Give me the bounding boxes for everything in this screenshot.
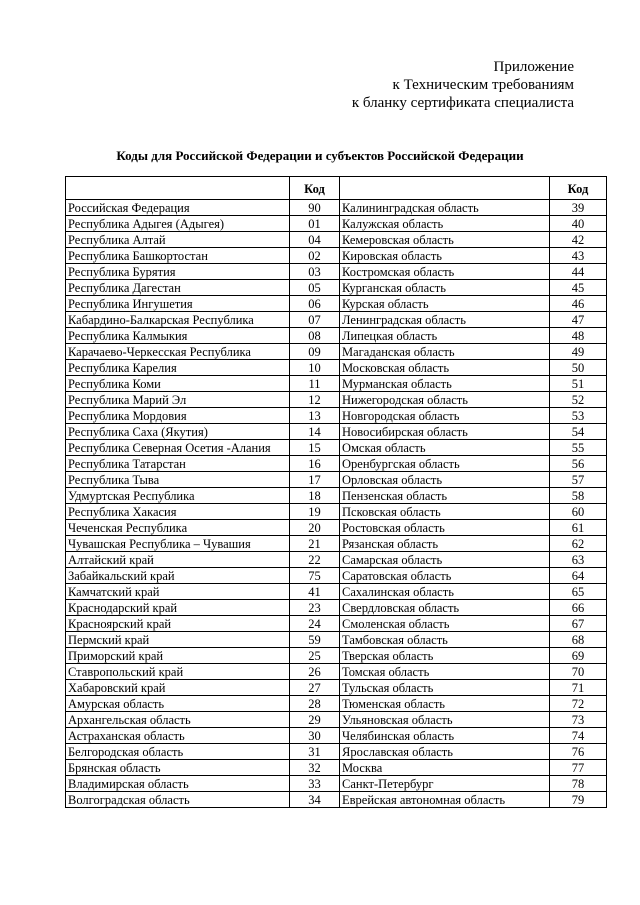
subject-name-left: Российская Федерация xyxy=(66,200,290,216)
table-row xyxy=(66,408,607,424)
subject-name-left: Астраханская область xyxy=(66,728,290,744)
subject-name-left: Чувашская Республика – Чувашия xyxy=(66,536,290,552)
subject-name-left: Республика Алтай xyxy=(66,232,290,248)
subject-code-right: 76 xyxy=(550,744,607,760)
subject-code-left: 15 xyxy=(290,440,340,456)
subject-code-right: 60 xyxy=(550,504,607,520)
subject-name-right: Калужская область xyxy=(340,216,550,232)
subject-code-right: 65 xyxy=(550,584,607,600)
subject-name-left: Ставропольский край xyxy=(66,664,290,680)
subject-code-right: 45 xyxy=(550,280,607,296)
header-code-right: Код xyxy=(550,177,607,200)
subject-name-right: Пензенская область xyxy=(340,488,550,504)
subject-name-right: Липецкая область xyxy=(340,328,550,344)
subject-code-right: 61 xyxy=(550,520,607,536)
subject-code-left: 17 xyxy=(290,472,340,488)
subject-name-left: Республика Башкортостан xyxy=(66,248,290,264)
table-row xyxy=(66,264,607,280)
header-name-left xyxy=(66,177,290,200)
subject-name-right: Новгородская область xyxy=(340,408,550,424)
table-row xyxy=(66,376,607,392)
subject-name-right: Оренбургская область xyxy=(340,456,550,472)
subject-code-right: 68 xyxy=(550,632,607,648)
subject-name-left: Республика Марий Эл xyxy=(66,392,290,408)
table-row xyxy=(66,248,607,264)
subject-name-right: Омская область xyxy=(340,440,550,456)
table-row xyxy=(66,616,607,632)
subject-code-right: 51 xyxy=(550,376,607,392)
table-row xyxy=(66,216,607,232)
document-title: Коды для Российской Федерации и субъектов Российской Федерации xyxy=(116,148,524,163)
subject-code-left: 11 xyxy=(290,376,340,392)
subject-name-left: Пермский край xyxy=(66,632,290,648)
subject-name-right: Тульская область xyxy=(340,680,550,696)
subject-code-right: 72 xyxy=(550,696,607,712)
subject-code-left: 22 xyxy=(290,552,340,568)
table-row xyxy=(66,472,607,488)
table-row xyxy=(66,552,607,568)
subject-code-left: 75 xyxy=(290,568,340,584)
subject-name-right: Курганская область xyxy=(340,280,550,296)
subject-name-right: Москва xyxy=(340,760,550,776)
subject-name-right: Санкт-Петербург xyxy=(340,776,550,792)
subject-name-left: Республика Татарстан xyxy=(66,456,290,472)
appendix-header xyxy=(352,58,574,112)
subject-name-left: Республика Калмыкия xyxy=(66,328,290,344)
subject-name-right: Сахалинская область xyxy=(340,584,550,600)
subject-code-right: 57 xyxy=(550,472,607,488)
subject-code-left: 06 xyxy=(290,296,340,312)
subject-code-left: 23 xyxy=(290,600,340,616)
subject-name-right: Тюменская область xyxy=(340,696,550,712)
subject-name-right: Свердловская область xyxy=(340,600,550,616)
subject-name-left: Удмуртская Республика xyxy=(66,488,290,504)
table-row xyxy=(66,760,607,776)
table-row xyxy=(66,312,607,328)
subject-name-right: Еврейская автономная область xyxy=(340,792,550,808)
subject-name-left: Республика Мордовия xyxy=(66,408,290,424)
subject-name-right: Калининградская область xyxy=(340,200,550,216)
subject-name-right: Новосибирская область xyxy=(340,424,550,440)
subject-code-left: 26 xyxy=(290,664,340,680)
subject-name-right: Костромская область xyxy=(340,264,550,280)
subject-code-left: 28 xyxy=(290,696,340,712)
subject-code-right: 54 xyxy=(550,424,607,440)
table-row xyxy=(66,200,607,216)
subject-name-left: Камчатский край xyxy=(66,584,290,600)
subject-name-left: Белгородская область xyxy=(66,744,290,760)
appendix-line-1: Приложение xyxy=(493,59,574,75)
subject-name-right: Ростовская область xyxy=(340,520,550,536)
subject-code-left: 02 xyxy=(290,248,340,264)
subject-name-right: Курская область xyxy=(340,296,550,312)
subject-code-left: 29 xyxy=(290,712,340,728)
subject-name-right: Кировская область xyxy=(340,248,550,264)
table-row xyxy=(66,792,607,808)
subject-code-left: 59 xyxy=(290,632,340,648)
subject-code-left: 13 xyxy=(290,408,340,424)
subject-code-right: 66 xyxy=(550,600,607,616)
table-header-row xyxy=(66,177,607,200)
table-row xyxy=(66,696,607,712)
subject-code-right: 53 xyxy=(550,408,607,424)
subject-code-left: 10 xyxy=(290,360,340,376)
subject-code-left: 03 xyxy=(290,264,340,280)
subject-name-left: Архангельская область xyxy=(66,712,290,728)
table-row xyxy=(66,664,607,680)
subject-name-left: Чеченская Республика xyxy=(66,520,290,536)
subject-code-right: 73 xyxy=(550,712,607,728)
subject-code-left: 32 xyxy=(290,760,340,776)
subject-code-left: 01 xyxy=(290,216,340,232)
subject-code-right: 47 xyxy=(550,312,607,328)
subject-name-right: Ленинградская область xyxy=(340,312,550,328)
subject-name-left: Владимирская область xyxy=(66,776,290,792)
subject-name-left: Республика Саха (Якутия) xyxy=(66,424,290,440)
subject-code-right: 39 xyxy=(550,200,607,216)
subject-name-right: Псковская область xyxy=(340,504,550,520)
subject-name-right: Томская область xyxy=(340,664,550,680)
subject-name-right: Нижегородская область xyxy=(340,392,550,408)
table-row xyxy=(66,456,607,472)
table-row xyxy=(66,424,607,440)
subject-name-right: Ярославская область xyxy=(340,744,550,760)
subject-name-right: Рязанская область xyxy=(340,536,550,552)
subject-code-right: 55 xyxy=(550,440,607,456)
subject-code-left: 05 xyxy=(290,280,340,296)
subject-code-right: 74 xyxy=(550,728,607,744)
subject-name-right: Кемеровская область xyxy=(340,232,550,248)
subject-name-left: Республика Тыва xyxy=(66,472,290,488)
subject-name-right: Мурманская область xyxy=(340,376,550,392)
subject-code-right: 44 xyxy=(550,264,607,280)
subject-code-left: 34 xyxy=(290,792,340,808)
subject-code-left: 31 xyxy=(290,744,340,760)
subject-code-right: 40 xyxy=(550,216,607,232)
subject-name-left: Волгоградская область xyxy=(66,792,290,808)
subject-name-right: Тверская область xyxy=(340,648,550,664)
subject-name-left: Амурская область xyxy=(66,696,290,712)
codes-table-body xyxy=(66,200,607,808)
subject-code-left: 20 xyxy=(290,520,340,536)
table-row xyxy=(66,488,607,504)
table-row xyxy=(66,392,607,408)
subject-code-right: 43 xyxy=(550,248,607,264)
subject-code-right: 77 xyxy=(550,760,607,776)
table-row xyxy=(66,520,607,536)
subject-name-right: Смоленская область xyxy=(340,616,550,632)
subject-code-left: 24 xyxy=(290,616,340,632)
subject-name-left: Алтайский край xyxy=(66,552,290,568)
subject-code-left: 14 xyxy=(290,424,340,440)
header-code-left: Код xyxy=(290,177,340,200)
subject-code-left: 90 xyxy=(290,200,340,216)
subject-code-right: 56 xyxy=(550,456,607,472)
subject-code-left: 27 xyxy=(290,680,340,696)
subject-code-right: 58 xyxy=(550,488,607,504)
table-row xyxy=(66,296,607,312)
subject-name-left: Республика Дагестан xyxy=(66,280,290,296)
subject-name-left: Республика Ингушетия xyxy=(66,296,290,312)
table-row xyxy=(66,712,607,728)
subject-name-right: Ульяновская область xyxy=(340,712,550,728)
subject-name-right: Орловская область xyxy=(340,472,550,488)
subject-code-right: 70 xyxy=(550,664,607,680)
table-row xyxy=(66,504,607,520)
subject-name-left: Приморский край xyxy=(66,648,290,664)
subject-name-right: Магаданская область xyxy=(340,344,550,360)
subject-code-left: 07 xyxy=(290,312,340,328)
table-row xyxy=(66,232,607,248)
subject-name-left: Республика Северная Осетия -Алания xyxy=(66,440,290,456)
subject-code-right: 78 xyxy=(550,776,607,792)
subject-code-right: 71 xyxy=(550,680,607,696)
table-row xyxy=(66,648,607,664)
table-row xyxy=(66,744,607,760)
subject-code-left: 41 xyxy=(290,584,340,600)
subject-name-right: Саратовская область xyxy=(340,568,550,584)
table-row xyxy=(66,440,607,456)
subject-name-left: Республика Адыгея (Адыгея) xyxy=(66,216,290,232)
subject-name-left: Брянская область xyxy=(66,760,290,776)
table-row xyxy=(66,328,607,344)
table-row xyxy=(66,584,607,600)
subject-code-left: 33 xyxy=(290,776,340,792)
appendix-line-3: к бланку сертификата специалиста xyxy=(351,95,574,111)
table-row xyxy=(66,680,607,696)
subject-name-right: Тамбовская область xyxy=(340,632,550,648)
subject-code-left: 21 xyxy=(290,536,340,552)
subject-code-left: 19 xyxy=(290,504,340,520)
subject-code-right: 52 xyxy=(550,392,607,408)
subject-code-right: 63 xyxy=(550,552,607,568)
appendix-line-2: к Техническим требованиям xyxy=(392,77,574,93)
table-row xyxy=(66,360,607,376)
subject-code-right: 46 xyxy=(550,296,607,312)
subject-code-left: 25 xyxy=(290,648,340,664)
subject-name-left: Кабардино-Балкарская Республика xyxy=(66,312,290,328)
subject-code-right: 48 xyxy=(550,328,607,344)
subject-code-left: 16 xyxy=(290,456,340,472)
subject-code-right: 42 xyxy=(550,232,607,248)
subject-code-right: 79 xyxy=(550,792,607,808)
subject-name-right: Челябинская область xyxy=(340,728,550,744)
subject-name-left: Республика Карелия xyxy=(66,360,290,376)
subject-name-left: Краснодарский край xyxy=(66,600,290,616)
subject-name-right: Московская область xyxy=(340,360,550,376)
subject-name-left: Хабаровский край xyxy=(66,680,290,696)
table-row xyxy=(66,632,607,648)
subject-name-left: Республика Коми xyxy=(66,376,290,392)
table-row xyxy=(66,280,607,296)
table-row xyxy=(66,600,607,616)
subject-code-left: 18 xyxy=(290,488,340,504)
subject-name-left: Республика Хакасия xyxy=(66,504,290,520)
subject-code-left: 12 xyxy=(290,392,340,408)
subject-code-left: 04 xyxy=(290,232,340,248)
subject-code-left: 08 xyxy=(290,328,340,344)
codes-table xyxy=(65,176,607,808)
subject-code-right: 64 xyxy=(550,568,607,584)
subject-name-left: Карачаево-Черкесская Республика xyxy=(66,344,290,360)
subject-name-left: Республика Бурятия xyxy=(66,264,290,280)
subject-name-left: Красноярский край xyxy=(66,616,290,632)
subject-code-left: 09 xyxy=(290,344,340,360)
table-row xyxy=(66,776,607,792)
subject-code-right: 69 xyxy=(550,648,607,664)
header-name-right xyxy=(340,177,550,200)
subject-code-right: 49 xyxy=(550,344,607,360)
table-row xyxy=(66,536,607,552)
table-row xyxy=(66,344,607,360)
table-row xyxy=(66,728,607,744)
subject-name-left: Забайкальский край xyxy=(66,568,290,584)
subject-code-right: 50 xyxy=(550,360,607,376)
subject-name-right: Самарская область xyxy=(340,552,550,568)
subject-code-left: 30 xyxy=(290,728,340,744)
subject-code-right: 62 xyxy=(550,536,607,552)
subject-code-right: 67 xyxy=(550,616,607,632)
table-row xyxy=(66,568,607,584)
